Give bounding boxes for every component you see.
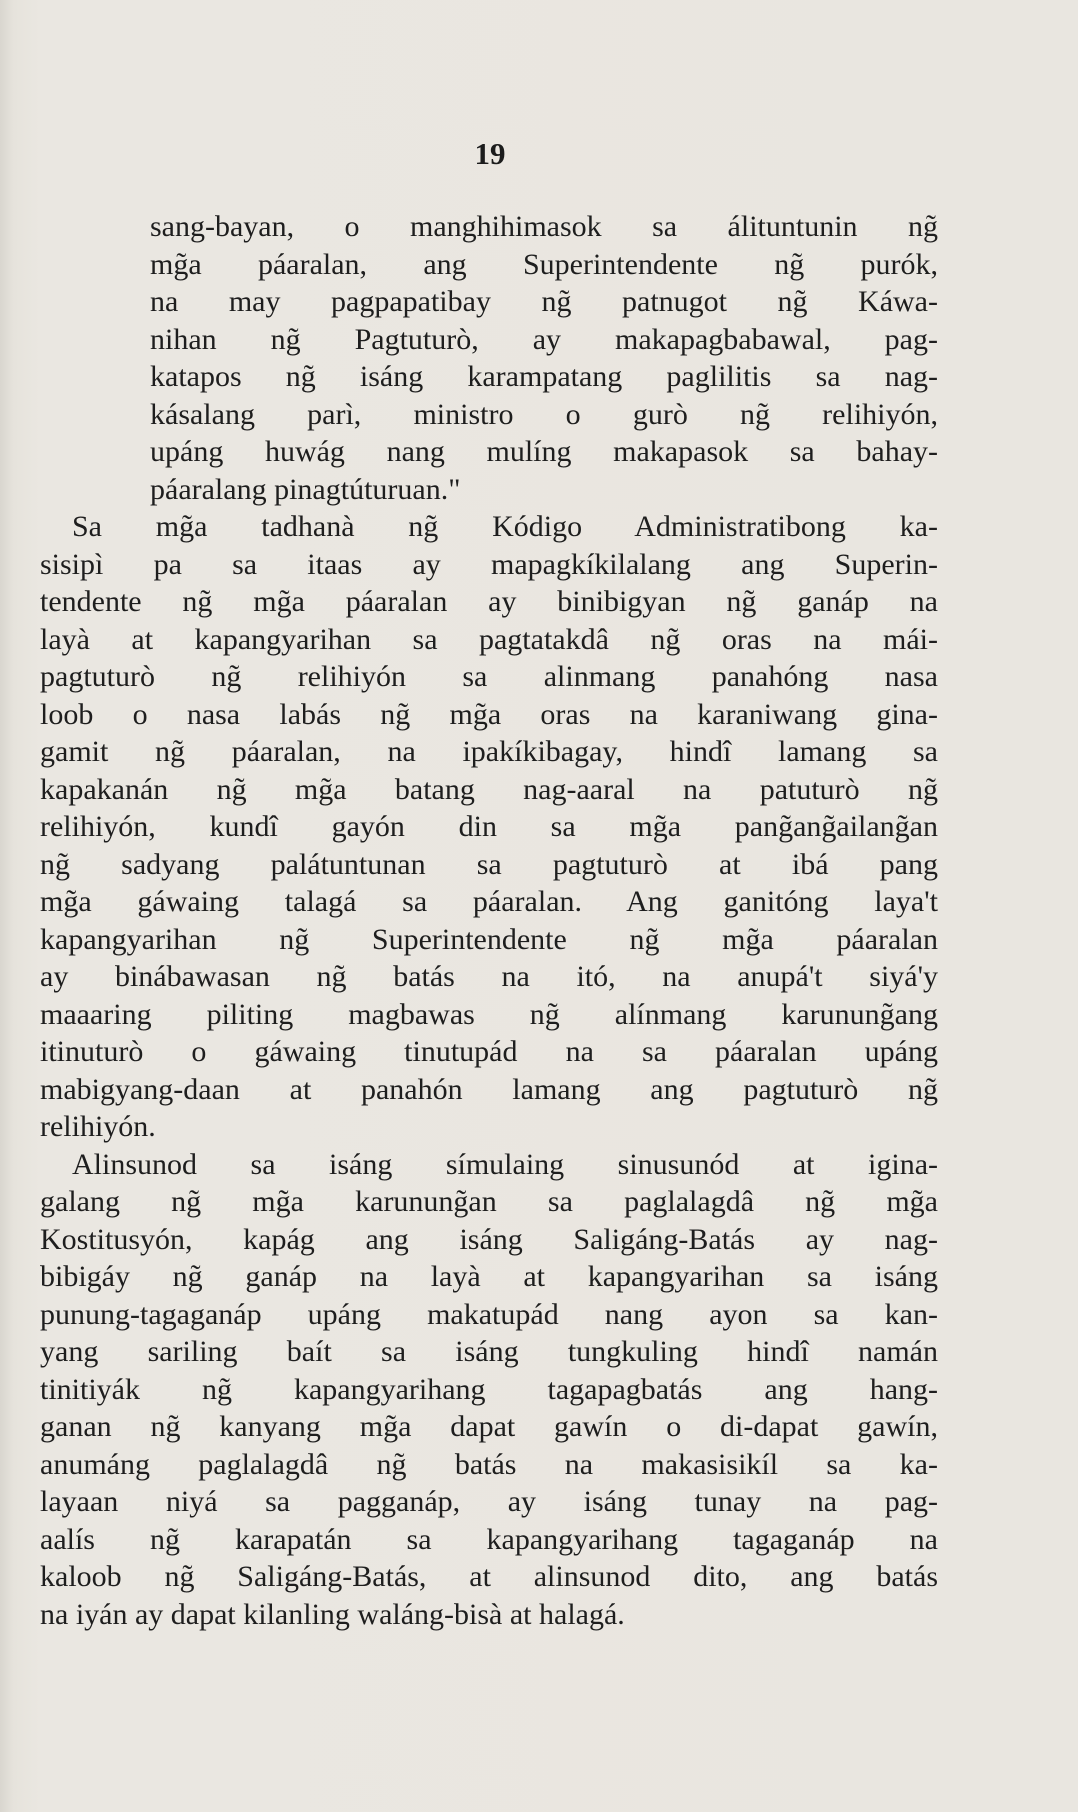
text-line: yang sariling baít sa isáng tungkuling hindî namán: [40, 1335, 938, 1368]
text-line: nihan ng̃ Pagtuturò, ay makapagbabawal, pag-: [150, 322, 938, 356]
text-line: ay binábawasan ng̃ batás na itó, na anupá't siyá'y: [40, 960, 938, 993]
text-line: sang-bayan, o manghihimasok sa álituntunin ng̃: [150, 210, 938, 243]
text-line: kapangyarihan ng̃ Superintendente ng̃ mg̃a páaralan: [40, 922, 938, 956]
text-line: páaralang pinagtúturuan.": [150, 472, 461, 506]
text-line: tinitiyák ng̃ kapangyarihang tagapagbatás ang hang-: [40, 1372, 938, 1406]
text-line: pagtuturò ng̃ relihiyón sa alinmang panahóng nasa: [40, 660, 938, 693]
text-line: itinuturò o gáwaing tinutupád na sa páaralan upáng: [40, 1035, 938, 1068]
text-line: na may pagpapatibay ng̃ patnugot ng̃ Káwa-: [150, 285, 938, 318]
page-number: 19: [474, 136, 506, 171]
page-text: [40, 208, 938, 1633]
text-line: katapos ng̃ isáng karampatang paglilitis sa nag-: [150, 360, 938, 393]
text-line: kaloob ng̃ Saligáng-Batás, at alinsunod dito, ang batás: [40, 1560, 938, 1593]
text-line: sisipì pa sa itaas ay mapagkíkilalang ang Superin-: [40, 547, 938, 581]
text-line: anumáng paglalagdâ ng̃ batás na makasisikíl sa ka-: [40, 1447, 938, 1481]
text-line: layà at kapangyarihan sa pagtatakdâ ng̃ oras na mái-: [40, 622, 938, 656]
text-line: loob o nasa labás ng̃ mg̃a oras na karaniwang gina-: [40, 697, 938, 731]
text-line: mg̃a gáwaing talagá sa páaralan. Ang ganitóng laya't: [40, 885, 938, 918]
text-line: mabigyang-daan at panahón lamang ang pagtuturò ng̃: [40, 1072, 938, 1106]
text-line: kásalang parì, ministro o gurò ng̃ relihiyón,: [150, 397, 938, 431]
text-line: galang ng̃ mg̃a karunung̃an sa paglalagdâ ng̃ mg̃a: [40, 1185, 938, 1218]
text-line: gamit ng̃ páaralan, na ipakíkibagay, hindî lamang sa: [40, 735, 938, 768]
text-line: maaaring piliting magbawas ng̃ alínmang karunung̃ang: [40, 997, 938, 1031]
text-line: relihiyón.: [40, 1110, 156, 1143]
text-line: na iyán ay dapat kilanling waláng-bisà at halagá.: [40, 1597, 625, 1631]
text-line: Kostitusyón, kapág ang isáng Saligáng-Batás ay nag-: [40, 1222, 938, 1256]
text-line: aalís ng̃ karapatán sa kapangyarihang tagaganáp na: [40, 1522, 938, 1556]
text-line: bibigáy ng̃ ganáp na layà at kapangyarihan sa isáng: [40, 1260, 938, 1293]
text-line: tendente ng̃ mg̃a páaralan ay binibigyan ng̃ ganáp na: [40, 585, 938, 618]
text-line: upáng huwág nang mulíng makapasok sa bahay-: [150, 435, 938, 468]
text-line: layaan niyá sa pagganáp, ay isáng tunay na pag-: [40, 1485, 938, 1518]
text-line: ng̃ sadyang palátuntunan sa pagtuturò at ibá pang: [40, 847, 938, 881]
text-line: Alinsunod sa isáng símulaing sinusunód at igina-: [72, 1147, 938, 1181]
text-line: relihiyón, kundî gayón din sa mg̃a pang̃ang̃ailang̃an: [40, 810, 938, 843]
text-line: punung-tagaganáp upáng makatupád nang ayon sa kan-: [40, 1297, 938, 1331]
paragraph-continuation: [40, 208, 938, 508]
paragraph: [40, 508, 938, 1146]
paragraph: [40, 1146, 938, 1634]
text-line: ganan ng̃ kanyang mg̃a dapat gawín o di-dapat gawín,: [40, 1410, 938, 1443]
text-line: Sa mg̃a tadhanà ng̃ Kódigo Administratibong ka-: [72, 510, 938, 543]
text-line: mg̃a páaralan, ang Superintendente ng̃ purók,: [150, 247, 938, 281]
text-line: kapakanán ng̃ mg̃a batang nag-aaral na patuturò ng̃: [40, 772, 938, 806]
